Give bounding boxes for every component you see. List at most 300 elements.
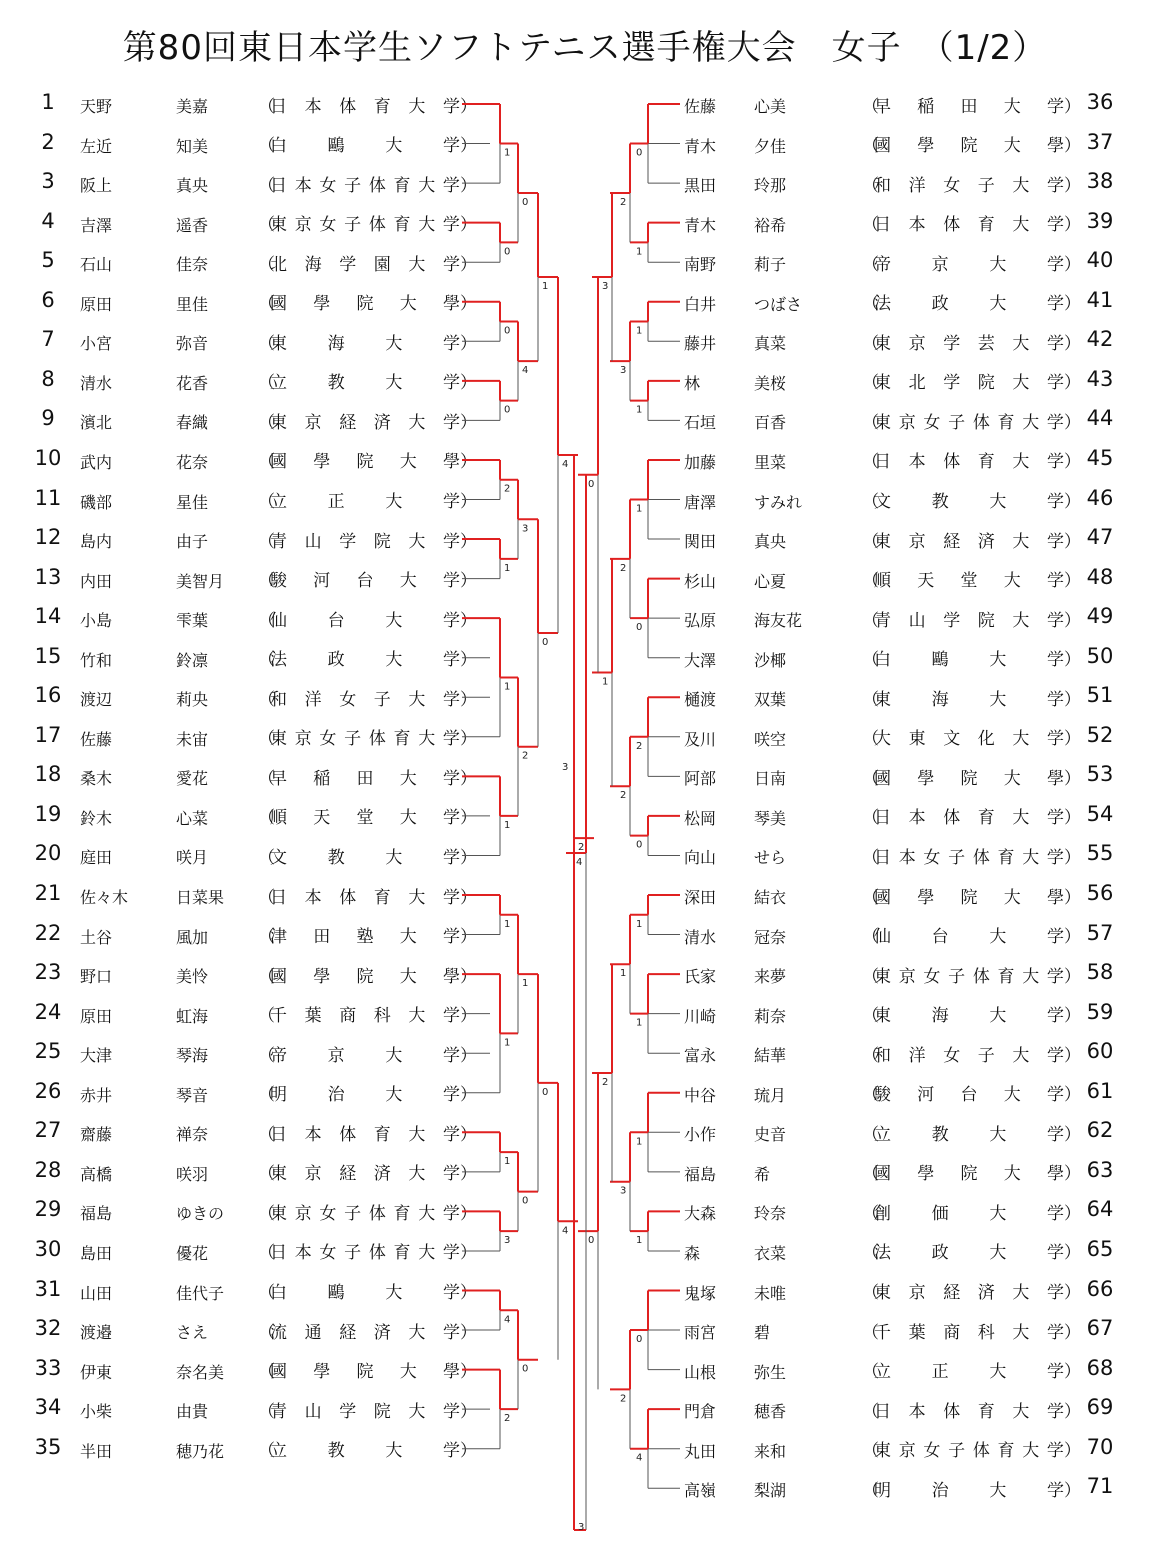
seed-number: 39 xyxy=(1086,208,1114,233)
player-name: 島内 由子 xyxy=(80,532,209,552)
match-score: 2 xyxy=(620,790,627,802)
university-name: （ 日 本 体 育 大 学 ） xyxy=(258,1118,472,1146)
university-name: （ 法 政 大 学 ） xyxy=(862,288,1076,316)
seed-number: 36 xyxy=(1086,90,1114,114)
seed-number: 4 xyxy=(41,208,55,233)
match-score: 0 xyxy=(504,404,511,416)
university-name: （ 帝 京 大 学 ） xyxy=(862,248,1076,276)
player-name: 清水 冠奈 xyxy=(684,927,787,947)
player-name: 樋渡 双葉 xyxy=(684,690,787,710)
match-score: 2 xyxy=(578,842,585,854)
university-text: 駿 河 台 大 学 xyxy=(270,571,460,592)
player-name: 原田 虹海 xyxy=(80,1006,209,1026)
player-name: 関田 真央 xyxy=(684,532,787,552)
university-text: 國 學 院 大 學 xyxy=(270,966,460,987)
player-name: 竹和 鈴凛 xyxy=(80,650,209,670)
university-text: 東 京 女 子 体 育 大 学 xyxy=(270,1203,460,1224)
player-name: 清水 花香 xyxy=(80,373,209,393)
match-score: 1 xyxy=(522,978,529,990)
player-name: 阿部 日南 xyxy=(684,769,787,789)
seed-number: 63 xyxy=(1086,1157,1114,1182)
match-score: 0 xyxy=(636,622,643,634)
player-name: 藤井 真菜 xyxy=(684,334,787,354)
seed-number: 18 xyxy=(34,762,62,787)
university-text: 立 正 大 学 xyxy=(270,492,460,512)
match-score: 3 xyxy=(522,523,529,535)
match-score: 3 xyxy=(578,1522,585,1533)
match-score: 4 xyxy=(576,856,583,868)
university-text: 國 學 院 大 學 xyxy=(270,452,460,473)
university-text: 白 鷗 大 学 xyxy=(270,1283,460,1303)
university-name: （ 大 東 文 化 大 学 ） xyxy=(862,723,1076,751)
player-name: 福島 希 xyxy=(684,1164,771,1184)
player-name: 吉澤 遥香 xyxy=(80,215,209,235)
university-name: （ 國 學 院 大 學 ） xyxy=(862,130,1076,158)
match-score: 3 xyxy=(562,762,569,773)
seed-number: 64 xyxy=(1086,1197,1114,1222)
match-score: 3 xyxy=(602,281,609,293)
player-name: 黒田 玲那 xyxy=(684,176,787,196)
match-score: 4 xyxy=(522,365,529,377)
player-name: 丸田 来和 xyxy=(684,1441,787,1461)
university-name: （ 東 京 女 子 体 育 大 学 ） xyxy=(862,406,1076,434)
seed-number: 21 xyxy=(34,881,62,905)
seed-number: 45 xyxy=(1086,445,1114,470)
university-text: 白 鷗 大 学 xyxy=(874,650,1064,671)
seed-number: 53 xyxy=(1086,762,1114,787)
player-name: 小作 史音 xyxy=(684,1125,787,1145)
university-name: （ 白 鷗 大 学 ） xyxy=(258,1277,472,1305)
university-text: 東 海 大 学 xyxy=(270,333,460,354)
match-score: 1 xyxy=(636,325,643,337)
university-name: （ 駿 河 台 大 学 ） xyxy=(862,1079,1076,1107)
match-score: 1 xyxy=(504,147,511,159)
university-text: 帝 京 大 学 xyxy=(874,254,1064,275)
match-score: 2 xyxy=(504,483,511,495)
player-name: 杉山 心夏 xyxy=(684,571,787,591)
seed-number: 58 xyxy=(1086,960,1114,985)
seed-number: 41 xyxy=(1086,287,1114,312)
seed-number: 51 xyxy=(1086,683,1114,708)
player-name: 伊東 奈名美 xyxy=(80,1362,225,1382)
match-score: 0 xyxy=(588,478,595,490)
university-text: 立 教 大 学 xyxy=(270,1441,460,1462)
seed-number: 35 xyxy=(34,1434,62,1459)
university-name: （ 青 山 学 院 大 学 ） xyxy=(258,525,472,553)
university-text: 立 教 大 学 xyxy=(270,373,460,394)
match-score: 1 xyxy=(504,562,511,574)
seed-number: 28 xyxy=(34,1157,62,1182)
university-text: 東 海 大 学 xyxy=(874,689,1064,710)
player-name: 佐藤 心美 xyxy=(684,97,787,116)
player-name: 門倉 穂香 xyxy=(684,1402,787,1422)
university-text: 順 天 堂 大 学 xyxy=(874,571,1064,592)
university-text: 日 本 体 育 大 学 xyxy=(270,1124,460,1145)
player-name: 内田 美智月 xyxy=(80,571,225,591)
university-name: （ 立 正 大 学 ） xyxy=(862,1356,1076,1384)
player-name: 佐藤 未宙 xyxy=(80,729,209,749)
seed-number: 26 xyxy=(34,1078,62,1103)
seed-number: 68 xyxy=(1086,1355,1114,1380)
university-text: 白 鷗 大 学 xyxy=(270,136,460,157)
match-score: 1 xyxy=(636,246,643,258)
university-text: 青 山 学 院 大 学 xyxy=(270,1401,460,1422)
university-name: （ 東 京 経 済 大 学 ） xyxy=(258,406,472,434)
player-name: 小島 雫葉 xyxy=(80,611,209,631)
seed-number: 11 xyxy=(34,485,62,510)
university-name: （ 帝 京 大 学 ） xyxy=(258,1039,472,1067)
player-name: 氏家 来夢 xyxy=(684,967,787,987)
match-score: 0 xyxy=(504,325,511,337)
university-text: 文 教 大 学 xyxy=(874,492,1064,512)
match-score: 0 xyxy=(522,1363,529,1375)
seed-number: 7 xyxy=(41,327,55,352)
match-score: 1 xyxy=(620,968,627,980)
seed-number: 8 xyxy=(41,366,55,391)
university-text: 千 葉 商 科 大 学 xyxy=(874,1322,1064,1343)
match-score: 0 xyxy=(588,1235,595,1247)
university-text: 國 學 院 大 學 xyxy=(874,1164,1064,1185)
university-name: （ 明 治 大 学 ） xyxy=(258,1079,472,1107)
university-name: （ 國 學 院 大 學 ） xyxy=(258,1356,472,1384)
university-text: 法 政 大 学 xyxy=(270,650,460,671)
seed-number: 65 xyxy=(1086,1236,1114,1261)
seed-number: 69 xyxy=(1086,1395,1114,1420)
seed-number: 38 xyxy=(1086,169,1114,194)
university-text: 日 本 女 子 体 育 大 学 xyxy=(270,175,460,196)
match-score: 1 xyxy=(504,819,511,831)
university-text: 創 価 大 学 xyxy=(874,1203,1064,1224)
university-name: （ 東 京 女 子 体 育 大 学 ） xyxy=(862,960,1076,988)
university-text: 國 學 院 大 學 xyxy=(874,887,1064,908)
university-text: 明 治 大 学 xyxy=(874,1480,1064,1501)
seed-number: 47 xyxy=(1086,525,1114,550)
player-name: 高橋 咲羽 xyxy=(80,1164,209,1184)
university-name: （ 流 通 経 済 大 学 ） xyxy=(258,1316,472,1344)
match-score: 1 xyxy=(636,404,643,416)
university-name: （ 日 本 体 育 大 学 ） xyxy=(258,881,472,909)
university-name: （ 仙 台 大 学 ） xyxy=(258,604,472,632)
university-name: （ 日 本 体 育 大 学 ） xyxy=(862,1395,1076,1423)
university-name: （ 駿 河 台 大 学 ） xyxy=(258,565,472,593)
player-name: 大津 琴海 xyxy=(80,1046,209,1066)
seed-number: 59 xyxy=(1086,999,1114,1024)
player-name: 松岡 琴美 xyxy=(684,808,787,828)
seed-number: 44 xyxy=(1086,406,1114,431)
seed-number: 49 xyxy=(1086,604,1114,629)
university-name: （ 青 山 学 院 大 学 ） xyxy=(862,604,1076,632)
university-name: （ 白 鷗 大 学 ） xyxy=(258,130,472,158)
seed-number: 50 xyxy=(1086,643,1114,668)
university-name: （ 日 本 女 子 体 育 大 学 ） xyxy=(862,841,1076,869)
seed-number: 55 xyxy=(1086,841,1114,866)
seed-number: 13 xyxy=(34,564,62,589)
seed-number: 56 xyxy=(1086,881,1114,905)
university-text: 千 葉 商 科 大 学 xyxy=(270,1006,460,1027)
player-name: 森 衣菜 xyxy=(684,1243,787,1263)
match-score: 3 xyxy=(504,1235,511,1247)
university-text: 國 學 院 大 學 xyxy=(270,294,460,315)
player-name: 南野 莉子 xyxy=(684,255,787,275)
match-score: 0 xyxy=(504,246,511,258)
university-name: （ 東 北 学 院 大 学 ） xyxy=(862,367,1076,395)
seed-number: 70 xyxy=(1086,1434,1114,1459)
player-name: 鈴木 心菜 xyxy=(80,808,209,828)
seed-number: 3 xyxy=(41,169,55,194)
university-text: 順 天 堂 大 学 xyxy=(270,808,460,829)
player-name: 白井 つばさ xyxy=(684,294,803,314)
seed-number: 71 xyxy=(1086,1474,1114,1499)
university-text: 東 京 女 子 体 育 大 学 xyxy=(874,1441,1064,1462)
university-name: （ 東 京 女 子 体 育 大 学 ） xyxy=(258,209,472,237)
seed-number: 37 xyxy=(1086,129,1114,154)
seed-number: 24 xyxy=(34,999,62,1024)
player-name: 向山 せら xyxy=(684,848,787,868)
match-score: 4 xyxy=(562,459,569,471)
university-text: 法 政 大 学 xyxy=(874,1243,1064,1264)
university-text: 東 京 経 済 大 学 xyxy=(270,412,460,433)
university-name: （ 東 京 経 済 大 学 ） xyxy=(862,1277,1076,1305)
match-score: 2 xyxy=(504,1413,511,1425)
university-name: （ 和 洋 女 子 大 学 ） xyxy=(862,1039,1076,1067)
university-name: （ 創 価 大 学 ） xyxy=(862,1197,1076,1225)
university-name: （ 文 教 大 学 ） xyxy=(862,486,1076,514)
seed-number: 62 xyxy=(1086,1118,1114,1143)
university-text: 東 京 女 子 体 育 大 学 xyxy=(270,215,460,236)
university-name: （ 東 京 女 子 体 育 大 学 ） xyxy=(258,723,472,751)
university-text: 國 學 院 大 學 xyxy=(874,768,1064,789)
university-name: （ 國 學 院 大 學 ） xyxy=(258,288,472,316)
player-name: 青木 裕希 xyxy=(684,215,787,235)
university-text: 大 東 文 化 大 学 xyxy=(874,729,1064,750)
university-text: 法 政 大 学 xyxy=(874,294,1064,315)
player-name: 青木 夕佳 xyxy=(684,136,787,156)
university-name: （ 國 學 院 大 學 ） xyxy=(862,762,1076,790)
university-text: 國 學 院 大 學 xyxy=(874,136,1064,157)
university-text: 日 本 体 育 大 学 xyxy=(874,1401,1064,1422)
player-name: 左近 知美 xyxy=(80,136,209,156)
seed-number: 9 xyxy=(41,406,55,431)
university-text: 東 京 女 子 体 育 大 学 xyxy=(874,412,1064,433)
player-name: 弘原 海友花 xyxy=(684,611,803,631)
player-name: 大森 玲奈 xyxy=(684,1204,787,1224)
seed-number: 43 xyxy=(1086,366,1114,391)
university-text: 國 學 院 大 學 xyxy=(270,1362,460,1383)
university-name: （ 早 稲 田 大 学 ） xyxy=(862,90,1076,118)
seed-number: 15 xyxy=(34,643,62,668)
university-text: 東 京 経 済 大 学 xyxy=(270,1164,460,1185)
match-score: 1 xyxy=(636,918,643,930)
match-score: 1 xyxy=(542,281,549,293)
university-text: 日 本 体 育 大 学 xyxy=(874,808,1064,829)
university-name: （ 立 教 大 学 ） xyxy=(258,367,472,395)
university-text: 青 山 学 院 大 学 xyxy=(270,531,460,552)
player-name: 林 美桜 xyxy=(684,373,787,393)
seed-number: 54 xyxy=(1086,801,1114,826)
player-name: 加藤 里菜 xyxy=(684,452,787,472)
player-name: 富永 結華 xyxy=(684,1046,787,1066)
match-score: 1 xyxy=(636,1017,643,1029)
seed-number: 46 xyxy=(1086,485,1114,510)
player-name: 及川 咲空 xyxy=(684,729,787,749)
university-text: 日 本 女 子 体 育 大 学 xyxy=(270,1243,460,1264)
seed-number: 25 xyxy=(34,1039,62,1064)
university-name: （ 日 本 体 育 大 学 ） xyxy=(862,209,1076,237)
university-text: 帝 京 大 学 xyxy=(270,1045,460,1066)
university-name: （ 法 政 大 学 ） xyxy=(258,644,472,672)
match-score: 2 xyxy=(602,1076,609,1088)
match-score: 2 xyxy=(522,750,529,762)
player-name: 山根 弥生 xyxy=(684,1362,787,1382)
player-name: 川崎 莉奈 xyxy=(684,1006,787,1026)
university-text: 日 本 女 子 体 育 大 学 xyxy=(874,847,1064,868)
player-name: 赤井 琴音 xyxy=(80,1085,209,1105)
university-text: 早 稲 田 大 学 xyxy=(270,768,460,789)
university-text: 東 京 女 子 体 育 大 学 xyxy=(874,966,1064,987)
university-text: 東 京 経 済 大 学 xyxy=(874,1283,1064,1303)
university-text: 東 京 経 済 大 学 xyxy=(874,531,1064,552)
match-score: 2 xyxy=(620,1393,627,1405)
university-text: 日 本 体 育 大 学 xyxy=(270,887,460,908)
university-name: （ 東 京 女 子 体 育 大 学 ） xyxy=(258,1197,472,1225)
player-name: 小柴 由貴 xyxy=(80,1402,209,1422)
match-score: 0 xyxy=(542,636,549,648)
university-name: （ 日 本 女 子 体 育 大 学 ） xyxy=(258,169,472,197)
match-score: 1 xyxy=(504,1156,511,1168)
seed-number: 12 xyxy=(34,525,62,550)
university-name: （ 東 京 学 芸 大 学 ） xyxy=(862,327,1076,355)
seed-number: 66 xyxy=(1086,1276,1114,1301)
university-name: （ 立 正 大 学 ） xyxy=(258,486,472,514)
university-text: 東 京 女 子 体 育 大 学 xyxy=(270,729,460,750)
player-name: 渡辺 莉央 xyxy=(80,690,209,710)
university-name: （ 和 洋 女 子 大 学 ） xyxy=(258,683,472,711)
match-score: 2 xyxy=(636,740,643,752)
match-score: 2 xyxy=(620,196,627,208)
university-name: （ 津 田 塾 大 学 ） xyxy=(258,921,472,949)
university-name: （ 法 政 大 学 ） xyxy=(862,1237,1076,1265)
seed-number: 61 xyxy=(1086,1078,1114,1103)
player-name: 磯部 星佳 xyxy=(80,492,209,512)
seed-number: 42 xyxy=(1086,327,1114,352)
university-text: 立 教 大 学 xyxy=(874,1124,1064,1145)
seed-number: 30 xyxy=(34,1236,62,1261)
university-name: （ 早 稲 田 大 学 ） xyxy=(258,762,472,790)
match-score: 0 xyxy=(636,839,643,851)
seed-number: 57 xyxy=(1086,920,1114,945)
match-score: 0 xyxy=(636,1334,643,1346)
player-name: 唐澤 すみれ xyxy=(684,492,803,512)
seed-number: 10 xyxy=(34,445,62,470)
university-text: 和 洋 女 子 大 学 xyxy=(874,175,1064,196)
university-name: （ 千 葉 商 科 大 学 ） xyxy=(258,1000,472,1028)
university-text: 青 山 学 院 大 学 xyxy=(874,610,1064,631)
seed-number: 34 xyxy=(34,1395,62,1420)
university-name: （ 東 京 経 済 大 学 ） xyxy=(862,525,1076,553)
player-name: 原田 里佳 xyxy=(80,294,209,314)
player-name: 武内 花奈 xyxy=(80,452,209,472)
match-score: 4 xyxy=(562,1225,569,1237)
match-score: 4 xyxy=(636,1452,643,1464)
player-name: 阪上 真央 xyxy=(80,176,209,196)
university-name: （ 順 天 堂 大 学 ） xyxy=(258,802,472,830)
match-score: 1 xyxy=(636,503,643,515)
player-name: 高嶺 梨湖 xyxy=(684,1481,787,1501)
seed-number: 22 xyxy=(34,920,62,945)
university-text: 日 本 体 育 大 学 xyxy=(874,452,1064,473)
university-name: （ 文 教 大 学 ） xyxy=(258,841,472,869)
player-name: 石山 佳奈 xyxy=(80,255,209,275)
player-name: 大澤 沙椰 xyxy=(684,650,787,670)
university-name: （ 國 學 院 大 學 ） xyxy=(258,446,472,474)
university-text: 仙 台 大 学 xyxy=(270,610,460,631)
university-name: （ 東 海 大 学 ） xyxy=(862,1000,1076,1028)
seed-number: 23 xyxy=(34,960,62,985)
player-name: 深田 結衣 xyxy=(684,888,787,907)
university-name: （ 和 洋 女 子 大 学 ） xyxy=(862,169,1076,197)
match-score: 0 xyxy=(522,196,529,208)
match-score: 0 xyxy=(542,1086,549,1098)
university-name: （ 立 教 大 学 ） xyxy=(862,1118,1076,1146)
match-score: 1 xyxy=(504,681,511,693)
player-name: 野口 美怜 xyxy=(80,967,209,987)
university-text: 北 海 学 園 大 学 xyxy=(270,254,460,275)
university-name: （ 東 京 経 済 大 学 ） xyxy=(258,1158,472,1186)
seed-number: 2 xyxy=(41,129,55,154)
university-text: 和 洋 女 子 大 学 xyxy=(874,1045,1064,1066)
seed-number: 14 xyxy=(34,604,62,629)
university-name: （ 國 學 院 大 學 ） xyxy=(258,960,472,988)
university-name: （ 立 教 大 学 ） xyxy=(258,1435,472,1463)
seed-number: 40 xyxy=(1086,248,1114,273)
university-name: （ 日 本 体 育 大 学 ） xyxy=(862,802,1076,830)
university-text: 文 教 大 学 xyxy=(270,847,460,868)
seed-number: 48 xyxy=(1086,564,1114,589)
match-score: 1 xyxy=(504,1037,511,1049)
match-score: 0 xyxy=(636,147,643,159)
university-name: （ 仙 台 大 学 ） xyxy=(862,921,1076,949)
seed-number: 60 xyxy=(1086,1039,1114,1064)
match-score: 0 xyxy=(522,1195,529,1207)
university-name: （ 千 葉 商 科 大 学 ） xyxy=(862,1316,1076,1344)
university-name: （ 白 鷗 大 学 ） xyxy=(862,644,1076,672)
seed-number: 32 xyxy=(34,1316,62,1341)
university-name: （ 東 海 大 学 ） xyxy=(862,683,1076,711)
player-name: 石垣 百香 xyxy=(684,413,787,433)
university-text: 明 治 大 学 xyxy=(270,1085,460,1106)
university-name: （ 青 山 学 院 大 学 ） xyxy=(258,1395,472,1423)
seed-number: 6 xyxy=(41,287,55,312)
player-name: 土谷 風加 xyxy=(80,927,209,947)
seed-number: 52 xyxy=(1086,722,1114,747)
university-name: （ 東 海 大 学 ） xyxy=(258,327,472,355)
university-name: （ 順 天 堂 大 学 ） xyxy=(862,565,1076,593)
seed-number: 20 xyxy=(34,841,62,866)
player-name: 半田 穂乃花 xyxy=(80,1441,225,1461)
match-score: 2 xyxy=(620,562,627,574)
player-name: 天野 美嘉 xyxy=(80,97,209,116)
player-name: 中谷 琉月 xyxy=(684,1085,787,1105)
seed-number: 27 xyxy=(34,1118,62,1143)
university-name: （ 北 海 学 園 大 学 ） xyxy=(258,248,472,276)
university-text: 和 洋 女 子 大 学 xyxy=(270,689,460,710)
university-name: （ 明 治 大 学 ） xyxy=(862,1474,1076,1502)
player-name: 山田 佳代子 xyxy=(80,1283,225,1303)
university-name: （ 東 京 女 子 体 育 大 学 ） xyxy=(862,1435,1076,1463)
player-name: 佐々木 日菜果 xyxy=(80,888,225,907)
university-text: 津 田 塾 大 学 xyxy=(270,927,460,948)
university-name: （ 國 學 院 大 學 ） xyxy=(862,881,1076,909)
